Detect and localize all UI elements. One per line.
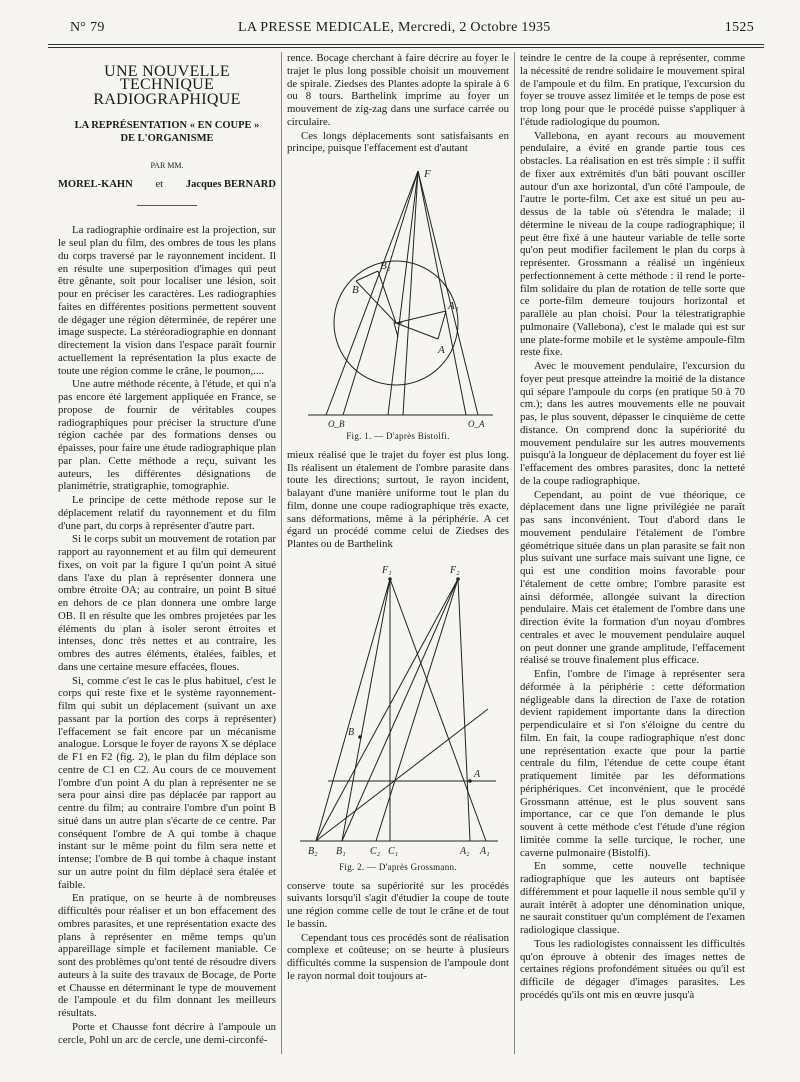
ray-line <box>390 579 486 841</box>
label-b: B <box>348 726 355 738</box>
column-2 <box>287 52 509 984</box>
byline-par: PAR MM. <box>150 160 184 170</box>
article-title-line2: RADIOGRAPHIQUE <box>93 90 241 108</box>
article-title: UNE NOUVELLE TECHNIQUE <box>104 63 230 93</box>
figure-2-diagram <box>298 559 498 859</box>
label-c1: C₁ <box>388 845 399 857</box>
label-ob: O_B <box>328 419 345 428</box>
label-f1: F₁ <box>382 564 392 576</box>
label-c2: C₂ <box>370 845 381 857</box>
label-a: A <box>438 344 445 356</box>
label-b: B <box>352 284 359 296</box>
page-number: 1525 <box>724 20 754 35</box>
paragraph: Enfin, l'ombre de l'image à représenter sera déformée à la périphérie : cette déformation négligeable dans la direction de l'axe de rotation devient rapidement importante dans la direction perpendiculaire et si l'on s'éloigne du centre du film. En fait, la coupe radiographique n'est donc une représentation exacte que pour la partie centrale du film, l'étendue de cette coupe étant pratiquement limitée par les déformations périphériques. Cet inconvénient, que le procédé Grossmann atténue, est le plus souvent sans importance, car ce que l'on demande le plus souvent à cette méthode c'est l'étude d'une région limitée comme la selle turcique, le rocher, une caverne pulmonaire (Bistolfi). <box>520 668 745 859</box>
ray-line <box>342 579 390 841</box>
paragraph: Avec le mouvement pendulaire, l'excursion du foyer peut presque atteindre la moitié de la distance qui sépare l'ampoule du corps (en pratique 50 à 70 cm.); dans les autres mouvements elle ne pouvait pas, le plus souvent, dépasser le cinquième de cette distance. On comprend donc la supériorité du mouvement pendulaire sur les autres mouvements puisqu'à la longueur de déplacement du foyer est lié l'effacement des ombres parasites, donc la netteté de la coupe radiographique. <box>520 360 745 487</box>
paragraph: En somme, cette nouvelle technique radiographique que les auteurs ont baptisée différemment et pour laquelle il nous semble qu'il y aurait intérêt à adopter une dénomination unique, ne saurait constituer qu'un complément de l'examen radiologique classique. <box>520 860 745 936</box>
issue-number: N° 79 <box>70 20 105 35</box>
label-a1: A₁ <box>480 845 490 857</box>
author-1: MOREL-KAHN <box>58 178 133 190</box>
paragraph: Tous les radiologistes connaissent les difficultés qu'on éprouve à obtenir des images nettes de certaines régions profondément situées ou qu'il est difficile de dégager d'images parasites. Les procédés qu'ils ont mis en œuvre jusqu'à <box>520 937 745 1001</box>
column-1 <box>58 52 276 1047</box>
figure-2 <box>287 559 509 874</box>
ray-line <box>388 171 418 415</box>
paragraph: Cependant tous ces procédés sont de réalisation complexe et coûteuse; on se heurte à plusieurs difficultés comme la suspension de l'ampoule dont le rayon normal doit toujours at- <box>287 931 509 982</box>
figure-2-caption: Fig. 2. — D'après Grossmann. <box>339 861 457 872</box>
journal-title: LA PRESSE MEDICALE, Mercredi, 2 Octobre 1935 <box>238 20 551 35</box>
title-separator <box>137 205 197 206</box>
label-b1: B₁ <box>336 845 346 857</box>
ray-line <box>458 579 470 841</box>
paragraph: Ces longs déplacements sont satisfaisants en principe, puisque l'effacement est d'autant <box>287 129 509 155</box>
ray-line <box>418 171 466 415</box>
paragraph: Une autre méthode récente, à l'étude, et qui n'a pas encore été largement appliquée en France, se propose de fournir de véritables coupes radiographiques pour préciser la structure d'une région cachée par des formations denses ou épaisses, pour faire une étude radiographique plan par plan. Cette méthode a reçu, suivant les auteurs, les différentes désignations de planimétrie, stratigraphie, tomographie. <box>58 378 276 493</box>
label-b2: B₂ <box>308 845 318 857</box>
running-header <box>48 18 764 40</box>
column-3 <box>520 52 745 1003</box>
paragraph: conserve toute sa supériorité sur les procédés suivants lorsqu'il s'agit d'étudier la coupe de toute une région comme celle de tout le crâne et de tout le bassin. <box>287 879 509 930</box>
paragraph: teindre le centre de la coupe à représenter, comme la nécessité de rendre solidaire le mouvement spiral de l'ampoule et du film. En pratique, l'excursion du foyer se trouve assez limitée et le temps de pose est trop long pour que le procédé puisse s'appliquer à l'étude radiologique du poumon. <box>520 52 745 128</box>
article-subtitle: LA REPRÉSENTATION « EN COUPE » <box>74 120 260 132</box>
paragraph: Cependant, au point de vue théorique, ce déplacement dans une ligne privilégiée ne paraît pas sans inconvénient. Tout d'abord dans le mouvement pendulaire l'étalement de l'ombre géométrique située dans un plan parasite se fait non plus suivant une surface mais suivant une ligne, ce qui est une condition moins favorable pour l'étalement de cette ombre; l'ombre parasite est ainsi déformée, allongée suivant la direction pendulaire. Mais cet étalement de l'ombre dans une direction évite la formation d'un noyau d'ombres centrales et avec le mouvement pendulaire auquel on peut donner une grande amplitude, l'effacement réalisé se trouve finalement plus efficace. <box>520 488 745 667</box>
figure-1-diagram <box>298 163 498 428</box>
figure-1 <box>287 163 509 443</box>
construction-line <box>356 281 396 323</box>
article-subtitle-line2: DE L'ORGANISME <box>120 133 214 144</box>
author-2: Jacques BERNARD <box>185 178 276 190</box>
header-rule <box>48 44 764 45</box>
ray-line <box>326 171 418 415</box>
label-f: F <box>424 168 431 180</box>
label-f2: F₂ <box>450 564 460 576</box>
figure-1-caption: Fig. 1. — D'après Bistolfi. <box>346 431 450 441</box>
column-divider-2 <box>514 52 515 1054</box>
paragraph: Vallebona, en ayant recours au mouvement pendulaire, a évité en grande partie tous ces obstacles. La réalisation en est très simple : il suffit de fixer aux extrémités d'un bâti pouvant osciller autour d'un axe horizontal, d'un côté l'ampoule, de l'autre le porte-film. Cet axe est situé un peu au-dessus de la table où s'étendra le malade; il détermine le niveau de la coupe radiographique; il peut être fixé à une hauteur variable de telle sorte qu'on peut modifier facilement le plan du corps à représenter. Grossmann a réalisé un ingénieux perfectionnement à cette méthode : il rend le porte-film solidaire du plan de rotation de telle sorte que ce porte-film demeure toujours horizontal et parallèle au plan choisi. Pour la télestratigraphie pulmonaire (Vallebona), c'est le malade qui est sur une plate-forme mobile et le système ampoule-film reste fixe. <box>520 129 745 359</box>
paragraph: mieux réalisé que le trajet du foyer est plus long. Ils réalisent un étalement de l'ombre parasite dans toute les directions; surtout, le rayon incident, balayant d'une manière uniforme tout le plan du film, donne une coupe radiographique très exacte, sans déformations, même à la périphérie. A cet égard un procédé comme celui de Ziedses des Plantes ou de Barthelink <box>287 448 509 550</box>
author-conjunction: et <box>155 178 164 190</box>
paragraph: rence. Bocage cherchant à faire décrire au foyer le trajet le plus long possible choisit un mouvement de spirale. Ziedses des Plantes adopte la spirale à 6 ou 8 tours. Barthelink imprime au foyer un mouvement de zig-zag dans une surface carrée ou circulaire. <box>287 52 509 128</box>
paragraph: Porte et Chausse font décrire à l'ampoule un cercle, Pohl un arc de cercle, une demi-circonfé- <box>58 1020 276 1046</box>
construction-line <box>378 271 396 323</box>
authors <box>58 179 276 192</box>
column-divider-1 <box>281 52 282 1054</box>
ray-line <box>418 171 478 415</box>
paragraph: En pratique, on se heurte à de nombreuses difficultés pour réaliser et un bon effacement des ombres parasites, et une représentation exacte des plans à représenter en même temps qu'un appareillage simple et facilement maniable. Ce sont des problèmes qu'ont tenté de résoudre divers auteurs à la suite des travaux de Bocage, de Porte et Chausse en déterminant le type de mouvement de l'ampoule et du film donnant les meilleurs résultats. <box>58 892 276 1019</box>
paragraph: Le principe de cette méthode repose sur le déplacement relatif du rayonnement et du film d'une part, du corps à représenter d'autre part. <box>58 494 276 532</box>
paragraph: La radiographie ordinaire est la projection, sur le seul plan du film, des ombres de tous les plans du corps traversé par le rayonnement incident. Il en résulte une superposition d'images qui peut être gênante, soit pour localiser une lésion, soit pour en préciser les caractères. Les radiographies faites en différentes positions permettent souvent de dégager une région déterminée, de repérer une image suspecte. La stéréoradiographie en donnant directement la vision dans l'espace paraît fournir actuellement la représentation la plus exacte de toute une région comme le crâne, le poumon,.... <box>58 224 276 377</box>
construction-line <box>396 311 446 323</box>
ray-line <box>342 579 458 841</box>
ray-line <box>403 171 418 415</box>
construction-line <box>438 311 446 339</box>
label-oa: O_A <box>468 419 485 428</box>
label-a: A <box>474 768 481 780</box>
header-rule-secondary <box>48 47 764 48</box>
paragraph: Si, comme c'est le cas le plus habituel, c'est le corps qui reste fixe et le système rayonnement-film qui subit un déplacement (suivant un axe passant par la portion des corps à représenter) l'effacement se fait encore par un mécanisme analogue. Lorsque le foyer de rayons X se déplace de F1 en F2 (fig. 2), le plan du film déplace son centre de C1 en C2. Au cours de ce mouvement l'ombre d'un point A du plan à représenter ne se sera pour ainsi dire pas déplacée par rapport au centre du film; au contraire l'ombre d'un point B situé dans un autre plan s'écarte de ce centre. Par conséquent l'ombre de A qui tombe à chaque instant sur le même point du film sera nette et intense; l'ombre de B qui tombe à chaque instant sur un autre point du film déplacé sera étalée et faible. <box>58 674 276 891</box>
ray-line <box>316 579 458 841</box>
ray-line <box>316 579 390 841</box>
construction-line <box>396 323 438 339</box>
paragraph: Si le corps subit un mouvement de rotation par rapport au rayonnement et au film qui demeurent fixes, on voit par la figure I qu'un point A situé dans l'axe du plan à représenter donnera une ombre étroite OA; au contraire, un point B situé en dehors de ce plan donnera une ombre large OB. Il en résulte que les ombres projetées par les éléments du plan à isoler seront étroites et intenses, donc très nettes et au contraire, les ombres des autres éléments, étalées, faibles, et dans une certaine mesure effacées, floues. <box>58 533 276 673</box>
label-b2: B₂ <box>380 260 391 272</box>
ray-line <box>376 579 458 841</box>
label-a2: A₂ <box>460 845 470 857</box>
label-a1: A₁ <box>448 300 459 312</box>
